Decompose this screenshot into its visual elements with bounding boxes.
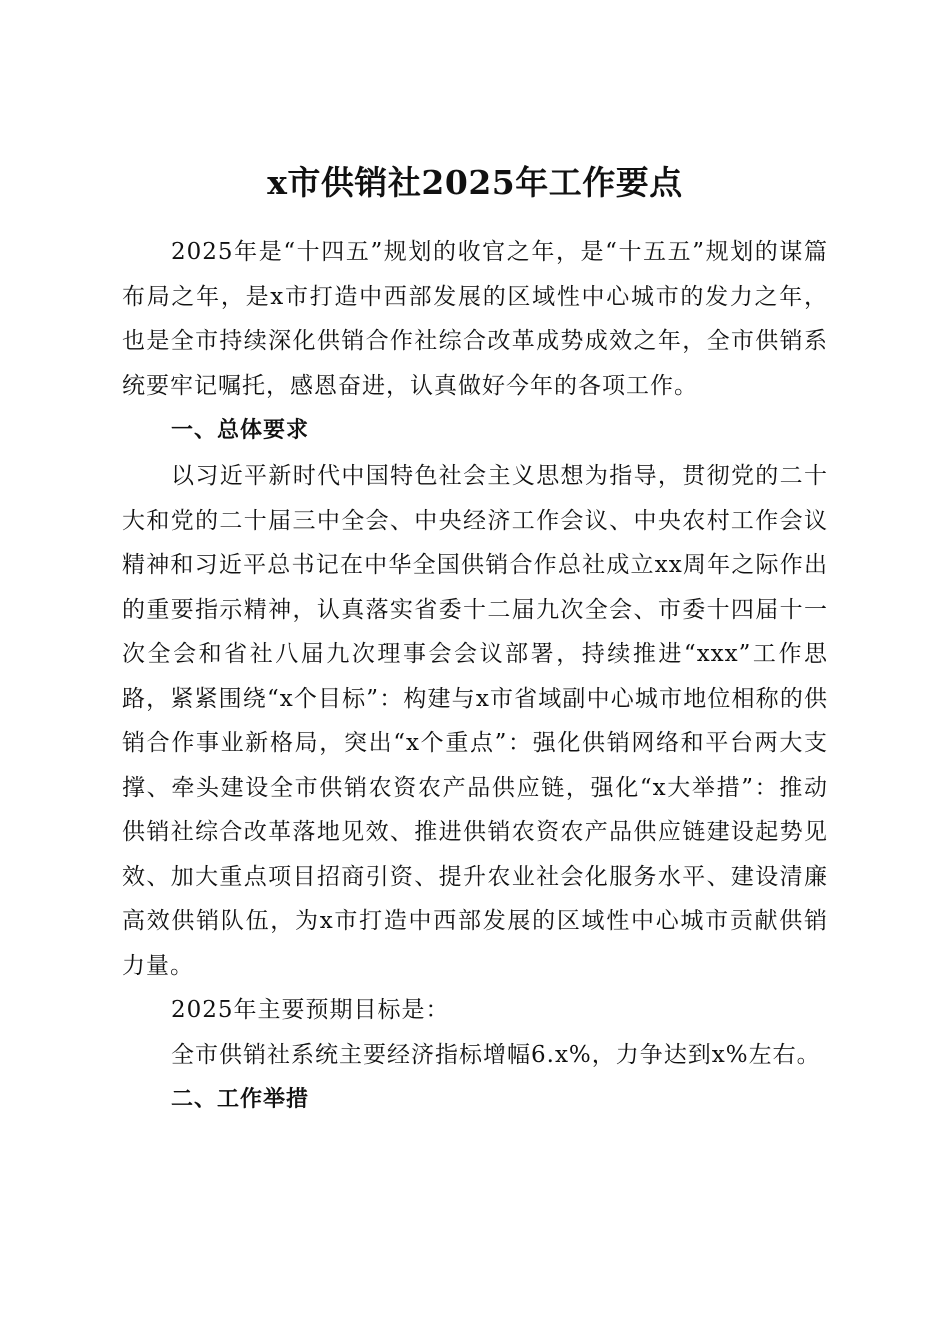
document-body bbox=[122, 230, 828, 1123]
section-heading-overall-requirements: 一、总体要求 bbox=[171, 418, 310, 443]
section-heading-work-measures: 二、工作举措 bbox=[171, 1087, 310, 1112]
intro-paragraph: 2025年是“十四五”规划的收官之年，是“十五五”规划的谋篇布局之年，是x市打造中西部发展的区域性中心城市的发力之年，也是全市持续深化供销合作社综合改革成势成效之年，全市供销系统要牢记嘱托，感恩奋进，认真做好今年的各项工作。 bbox=[122, 239, 828, 399]
overall-requirements-paragraph: 以习近平新时代中国特色社会主义思想为指导，贯彻党的二十大和党的二十届三中全会、中央经济工作会议、中央农村工作会议精神和习近平总书记在中华全国供销合作总社成立xx周年之际作出的重要指示精神，认真落实省委十二届九次全会、市委十四届十一次全会和省社八届九次理事会会议部署，持续推进“xxx”工作思路，紧紧围绕“x个目标”：构建与x市省域副中心城市地位相称的供销合作事业新格局，突出“x个重点”：强化供销网络和平台两大支撑、牵头建设全市供销农资农产品供应链，强化“x大举措”：推动供销社综合改革落地见效、推进供销农资农产品供应链建设起势见效、加大重点项目招商引资、提升农业社会化服务水平、建设清廉高效供销队伍，为x市打造中西部发展的区域性中心城市贡献供销力量。 bbox=[122, 463, 828, 979]
goals-intro: 2025年主要预期目标是： bbox=[171, 997, 450, 1023]
goals-text: 全市供销社系统主要经济指标增幅6.x%，力争达到x%左右。 bbox=[171, 1041, 821, 1068]
document-title: x市供销社2025年工作要点 bbox=[267, 163, 683, 203]
